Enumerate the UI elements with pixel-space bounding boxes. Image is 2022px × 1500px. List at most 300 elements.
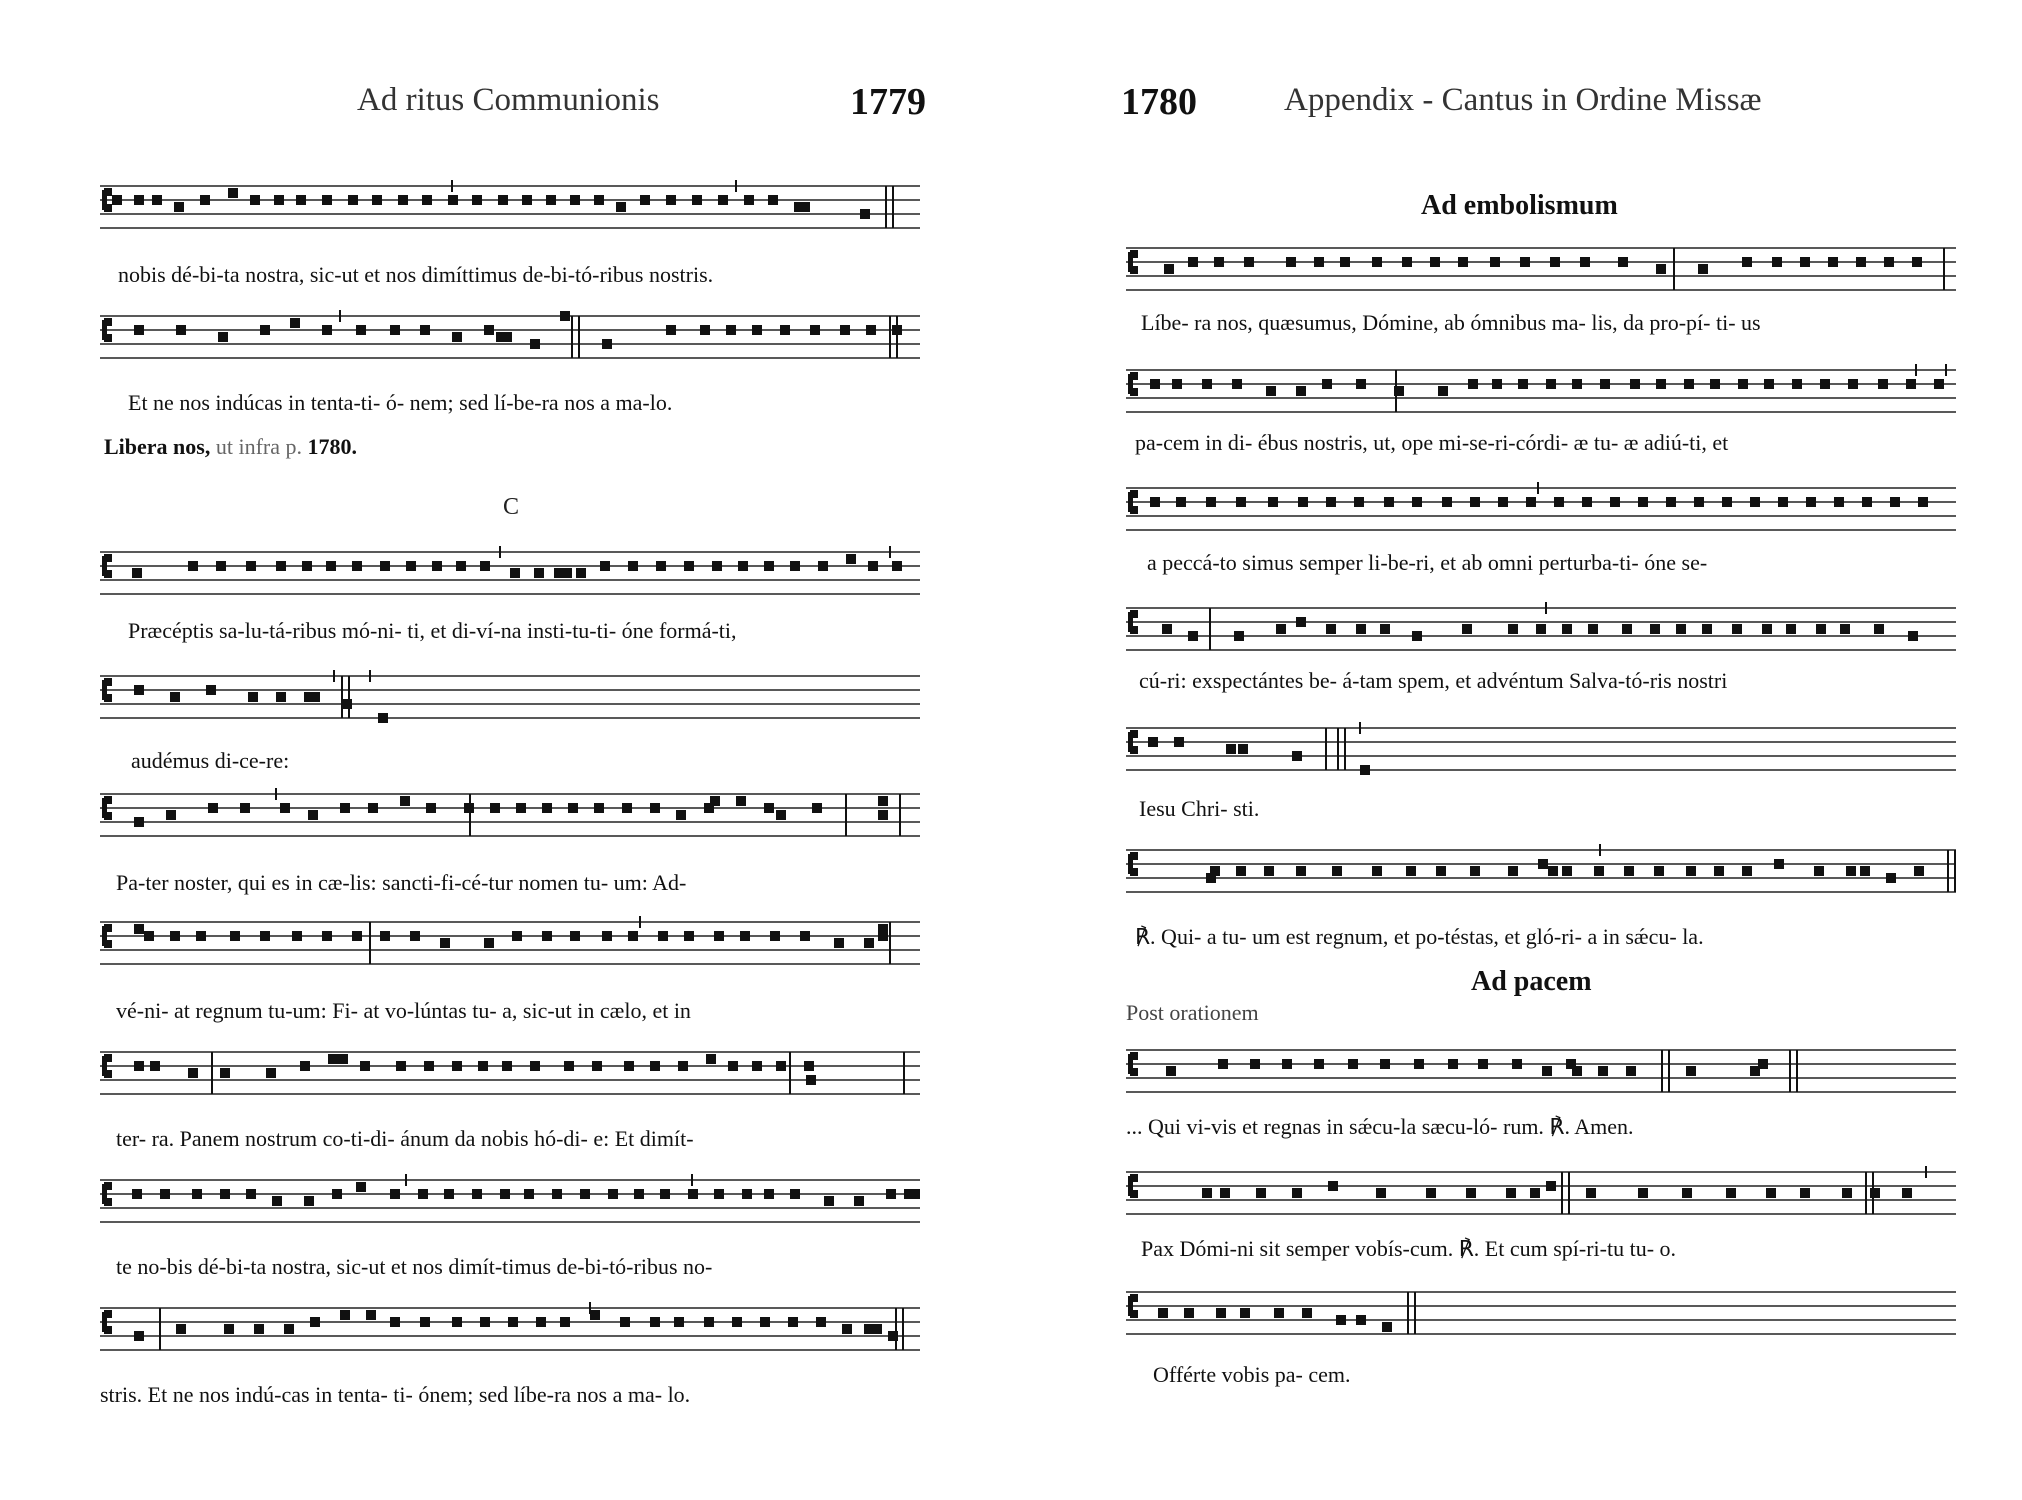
neume-note <box>1436 866 1446 876</box>
neume-note <box>1548 866 1558 876</box>
staff-graphic <box>100 1172 920 1252</box>
neume-note <box>1314 257 1324 267</box>
neume-note <box>1188 257 1198 267</box>
lyric-line: te no-bis dé-bi-ta nostra, sic-ut et nos dimít-timus de-bi-tó-ribus no- <box>116 1254 713 1279</box>
neume-note <box>1820 379 1830 389</box>
neume-note <box>1934 379 1944 389</box>
neume-note <box>660 1189 670 1199</box>
neume-note <box>1840 624 1850 634</box>
neume-note <box>1202 1188 1212 1198</box>
neume-note <box>484 938 494 948</box>
neume-note <box>1470 497 1480 507</box>
neume-note <box>1622 624 1632 634</box>
lyric-line: pa-cem in di- ébus nostris, ut, ope mi-se-ri-córdi- æ tu- æ adiú-ti, et <box>1135 430 1729 455</box>
staff-graphic <box>1126 1042 1956 1122</box>
neume-note <box>166 810 176 820</box>
note-libera: Libera nos, <box>104 434 211 459</box>
neume-note <box>380 561 390 571</box>
neume-note <box>1626 1066 1636 1076</box>
neume-note <box>220 1189 230 1199</box>
lyric-line: ... Qui vi-vis et regnas in sǽcu-la sæcu-ló- rum. ℟. Amen. <box>1126 1114 1634 1139</box>
neume-note <box>1630 379 1640 389</box>
neume-note <box>1878 379 1888 389</box>
neume-note <box>846 554 856 564</box>
music-staff <box>100 786 920 858</box>
neume-note <box>1610 497 1620 507</box>
page-number-left: 1779 <box>850 81 926 123</box>
neume-note <box>422 195 432 205</box>
neume-note <box>478 1061 488 1071</box>
bar-line <box>1790 1050 1797 1092</box>
music-staff <box>100 1044 920 1116</box>
neume-note <box>360 1061 370 1071</box>
lyric-line: cú-ri: exspectántes be- á-tam spem, et advéntum Salva-tó-ris nostri <box>1139 668 1728 693</box>
neume-note <box>1686 1066 1696 1076</box>
neume-note <box>768 195 778 205</box>
neume-note <box>274 195 284 205</box>
lyric-line: vé-ni- at regnum tu-um: Fi- at vo-lúntas tu- a, sic-ut in cælo, et in <box>116 998 691 1023</box>
section-letter-c: C <box>503 494 520 520</box>
neume-note <box>1766 1188 1776 1198</box>
neume-note <box>1586 1188 1596 1198</box>
neume-note <box>1726 1188 1736 1198</box>
neume-note <box>872 1324 882 1334</box>
bar-line <box>1562 1172 1569 1214</box>
neume-note <box>674 1317 684 1327</box>
neume-note <box>560 1317 570 1327</box>
neume-note <box>692 195 702 205</box>
neume-note <box>332 1189 342 1199</box>
neume-note <box>1360 765 1370 775</box>
neume-note <box>112 195 122 205</box>
neume-note <box>1542 1066 1552 1076</box>
neume-note <box>740 931 750 941</box>
neume-note <box>1508 866 1518 876</box>
neume-note <box>1470 866 1480 876</box>
neume-note <box>840 325 850 335</box>
neume-note <box>1918 497 1928 507</box>
neume-note <box>516 803 526 813</box>
neume-note <box>1336 1315 1346 1325</box>
neume-note <box>368 803 378 813</box>
neume-note <box>530 339 540 349</box>
neume-note <box>1562 866 1572 876</box>
neume-note <box>508 1317 518 1327</box>
neume-note <box>732 1317 742 1327</box>
page-number-right: 1780 <box>1121 81 1197 123</box>
neume-note <box>398 195 408 205</box>
staff-graphic <box>1126 842 1956 922</box>
neume-note <box>570 195 580 205</box>
neume-note <box>728 1061 738 1071</box>
neume-note <box>878 931 888 941</box>
neume-note <box>1296 866 1306 876</box>
neume-note <box>500 1189 510 1199</box>
neume-note <box>868 561 878 571</box>
lyric-line: Præcéptis sa-lu-tá-ribus mó-ni- ti, et di-ví-na insti-tu-ti- óne formá-ti, <box>128 618 737 643</box>
neume-note <box>390 1317 400 1327</box>
neume-note <box>810 325 820 335</box>
neume-note <box>1176 497 1186 507</box>
neume-note <box>580 1189 590 1199</box>
neume-note <box>576 568 586 578</box>
neume-note <box>764 561 774 571</box>
neume-note <box>1762 624 1772 634</box>
music-staff <box>100 914 920 986</box>
neume-note <box>1750 497 1760 507</box>
neume-note <box>1150 379 1160 389</box>
neume-note <box>656 561 666 571</box>
neume-note <box>570 931 580 941</box>
neume-note <box>1458 257 1468 267</box>
neume-note <box>418 1189 428 1199</box>
neume-note <box>176 1324 186 1334</box>
neume-note <box>536 1317 546 1327</box>
neume-note <box>1380 624 1390 634</box>
right-page <box>1011 0 2022 1500</box>
neume-note <box>1276 624 1286 634</box>
neume-note <box>860 209 870 219</box>
bar-line <box>1338 728 1345 770</box>
neume-note <box>456 561 466 571</box>
neume-note <box>1302 1308 1312 1318</box>
neume-note <box>200 195 210 205</box>
neume-note <box>714 931 724 941</box>
neume-note <box>322 325 332 335</box>
neume-note <box>1326 497 1336 507</box>
neume-note <box>1800 1188 1810 1198</box>
neume-note <box>304 1196 314 1206</box>
neume-note <box>1380 1059 1390 1069</box>
neume-note <box>542 803 552 813</box>
neume-note <box>600 561 610 571</box>
neume-note <box>1666 497 1676 507</box>
neume-note <box>594 803 604 813</box>
neume-note <box>390 325 400 335</box>
neume-note <box>452 332 462 342</box>
neume-note <box>1792 379 1802 389</box>
staff-graphic <box>100 668 920 748</box>
neume-note <box>1402 257 1412 267</box>
neume-note <box>706 1054 716 1064</box>
neume-note <box>1654 866 1664 876</box>
bar-line <box>342 676 349 718</box>
staff-graphic <box>1126 1164 1956 1244</box>
music-staff <box>1126 842 1956 914</box>
neume-note <box>676 810 686 820</box>
neume-note <box>1490 257 1500 267</box>
neume-note <box>1326 624 1336 634</box>
neume-note <box>634 1189 644 1199</box>
neume-note <box>622 803 632 813</box>
neume-note <box>1834 497 1844 507</box>
neume-note <box>1572 379 1582 389</box>
neume-note <box>218 332 228 342</box>
lyric-line: Et ne nos indúcas in tenta-ti- ó- nem; sed lí-be-ra nos a ma-lo. <box>128 390 673 415</box>
neume-note <box>590 1310 600 1320</box>
neume-note <box>1478 1059 1488 1069</box>
music-staff <box>1126 480 1956 552</box>
neume-note <box>1462 624 1472 634</box>
neume-note <box>1188 631 1198 641</box>
neume-note <box>1538 859 1548 869</box>
neume-note <box>1298 497 1308 507</box>
neume-note <box>132 1189 142 1199</box>
neume-note <box>472 1189 482 1199</box>
neume-note <box>1236 497 1246 507</box>
neume-note <box>812 803 822 813</box>
neume-note <box>1296 386 1306 396</box>
neume-note <box>352 561 362 571</box>
neume-note <box>248 692 258 702</box>
neume-note <box>1506 1188 1516 1198</box>
neume-note <box>1774 859 1784 869</box>
neume-note <box>688 1189 698 1199</box>
neume-note <box>866 325 876 335</box>
neume-note <box>366 1310 376 1320</box>
neume-note <box>824 1196 834 1206</box>
neume-note <box>1526 497 1536 507</box>
neume-note <box>608 1189 618 1199</box>
bar-line <box>890 316 897 358</box>
neume-note <box>1412 497 1422 507</box>
neume-note <box>1702 624 1712 634</box>
neume-note <box>480 561 490 571</box>
neume-note <box>192 1189 202 1199</box>
staff-graphic <box>100 308 920 388</box>
neume-note <box>1638 497 1648 507</box>
neume-note <box>522 195 532 205</box>
neume-note <box>1520 257 1530 267</box>
neume-note <box>1650 624 1660 634</box>
neume-note <box>878 810 888 820</box>
neume-note <box>1828 257 1838 267</box>
section-title-pacem: Ad pacem <box>1471 966 1592 997</box>
neume-note <box>216 561 226 571</box>
neume-note <box>1874 624 1884 634</box>
neume-note <box>594 195 604 205</box>
neume-note <box>174 202 184 212</box>
neume-note <box>1860 866 1870 876</box>
neume-note <box>224 1324 234 1334</box>
music-staff <box>100 544 920 616</box>
lyric-line: Offérte vobis pa- cem. <box>1153 1362 1351 1387</box>
neume-note <box>790 561 800 571</box>
neume-note <box>230 931 240 941</box>
staff-graphic <box>1126 240 1956 320</box>
neume-note <box>1250 1059 1260 1069</box>
neume-note <box>1842 1188 1852 1198</box>
neume-note <box>1686 866 1696 876</box>
neume-note <box>1206 497 1216 507</box>
note-page-ref: 1780. <box>307 434 358 459</box>
neume-note <box>1438 386 1448 396</box>
bar-line <box>1948 850 1955 892</box>
neume-note <box>406 561 416 571</box>
neume-note <box>1256 1188 1266 1198</box>
neume-note <box>480 1317 490 1327</box>
neume-note <box>1572 1066 1582 1076</box>
neume-note <box>1886 873 1896 883</box>
neume-note <box>378 713 388 723</box>
neume-note <box>752 1061 762 1071</box>
neume-note <box>134 685 144 695</box>
neume-note <box>1174 737 1184 747</box>
neume-note <box>396 1061 406 1071</box>
neume-note <box>250 195 260 205</box>
neume-note <box>1806 497 1816 507</box>
neume-note <box>498 195 508 205</box>
neume-note <box>1218 1059 1228 1069</box>
neume-note <box>1266 386 1276 396</box>
neume-note <box>1348 1059 1358 1069</box>
neume-note <box>760 1317 770 1327</box>
neume-note <box>134 1331 144 1341</box>
neume-note <box>296 195 306 205</box>
neume-note <box>562 568 572 578</box>
lyric-line: Pa-ter noster, qui es in cæ-lis: sancti-fi-cé-tur nomen tu- um: Ad- <box>116 870 687 895</box>
lyric-line: audémus di-ce-re: <box>131 748 290 773</box>
neume-note <box>1742 257 1752 267</box>
neume-note <box>1856 257 1866 267</box>
neume-note <box>650 1061 660 1071</box>
neume-note <box>420 325 430 335</box>
staff-graphic <box>100 914 920 994</box>
neume-note <box>372 195 382 205</box>
neume-note <box>1382 1322 1392 1332</box>
neume-note <box>254 1324 264 1334</box>
neume-note <box>804 1061 814 1071</box>
neume-note <box>524 1189 534 1199</box>
neume-note <box>818 561 828 571</box>
neume-note <box>134 1061 144 1071</box>
neume-note <box>888 1331 898 1341</box>
music-staff <box>1126 1042 1956 1114</box>
neume-note <box>196 931 206 941</box>
neume-note <box>1562 624 1572 634</box>
neume-note <box>650 803 660 813</box>
staff-graphic <box>100 178 920 258</box>
neume-note <box>176 325 186 335</box>
neume-note <box>484 325 494 335</box>
neume-note <box>240 803 250 813</box>
neume-note <box>160 1189 170 1199</box>
neume-note <box>300 1061 310 1071</box>
staff-graphic <box>1126 720 1956 800</box>
neume-note <box>1394 386 1404 396</box>
music-staff <box>100 308 920 380</box>
neume-note <box>322 195 332 205</box>
neume-note <box>444 1189 454 1199</box>
neume-note <box>328 1054 338 1064</box>
neume-note <box>592 1061 602 1071</box>
neume-note <box>1582 497 1592 507</box>
neume-note <box>788 1317 798 1327</box>
neume-note <box>1598 1066 1608 1076</box>
neume-note <box>602 931 612 941</box>
neume-note <box>1210 866 1220 876</box>
neume-note <box>1220 1188 1230 1198</box>
neume-note <box>800 931 810 941</box>
neume-note <box>1862 497 1872 507</box>
neume-note <box>1468 379 1478 389</box>
neume-note <box>1340 257 1350 267</box>
neume-note <box>1226 744 1236 754</box>
neume-note <box>1546 379 1556 389</box>
neume-note <box>1588 624 1598 634</box>
neume-note <box>502 1061 512 1071</box>
neume-note <box>432 561 442 571</box>
neume-note <box>134 817 144 827</box>
neume-note <box>842 1324 852 1334</box>
neume-note <box>1846 866 1856 876</box>
neume-note <box>1148 737 1158 747</box>
lyric-line: nobis dé-bi-ta nostra, sic-ut et nos dimíttimus de-bi-tó-ribus nostris. <box>118 262 714 287</box>
neume-note <box>400 796 410 806</box>
neume-note <box>666 325 676 335</box>
neume-note <box>1354 497 1364 507</box>
neume-note <box>188 1068 198 1078</box>
neume-note <box>1286 257 1296 267</box>
neume-note <box>340 1310 350 1320</box>
neume-note <box>440 938 450 948</box>
neume-note <box>892 325 902 335</box>
neume-note <box>1332 866 1342 876</box>
neume-note <box>1546 1181 1556 1191</box>
neume-note <box>1240 1308 1250 1318</box>
neume-note <box>134 325 144 335</box>
neume-note <box>704 1317 714 1327</box>
neume-note <box>752 325 762 335</box>
neume-note <box>1786 624 1796 634</box>
lyric-line: Líbe- ra nos, quæsumus, Dómine, ab ómnibus ma- lis, da pro-pí- ti- us <box>1141 310 1761 335</box>
neume-note <box>348 195 358 205</box>
neume-note <box>510 568 520 578</box>
neume-note <box>806 1075 816 1085</box>
staff-graphic <box>100 1300 920 1380</box>
neume-note <box>1848 379 1858 389</box>
staff-graphic <box>1126 1284 1956 1364</box>
neume-note <box>742 1189 752 1199</box>
neume-note <box>134 924 144 934</box>
neume-note <box>628 561 638 571</box>
neume-note <box>1594 866 1604 876</box>
neume-note <box>1554 497 1564 507</box>
neume-note <box>564 1061 574 1071</box>
neume-note <box>260 325 270 335</box>
neume-note <box>464 803 474 813</box>
neume-note <box>310 1317 320 1327</box>
neume-note <box>892 561 902 571</box>
neume-note <box>1414 1059 1424 1069</box>
neume-note <box>1536 624 1546 634</box>
music-staff <box>1126 1164 1956 1236</box>
neume-note <box>292 931 302 941</box>
neume-note <box>1268 497 1278 507</box>
neume-note <box>1884 257 1894 267</box>
neume-note <box>490 803 500 813</box>
neume-note <box>1800 257 1810 267</box>
neume-note <box>472 195 482 205</box>
neume-note <box>666 195 676 205</box>
neume-note <box>1292 751 1302 761</box>
neume-note <box>546 195 556 205</box>
neume-note <box>290 318 300 328</box>
neume-note <box>624 1061 634 1071</box>
neume-note <box>700 325 710 335</box>
neume-note <box>684 561 694 571</box>
neume-note <box>1238 744 1248 754</box>
